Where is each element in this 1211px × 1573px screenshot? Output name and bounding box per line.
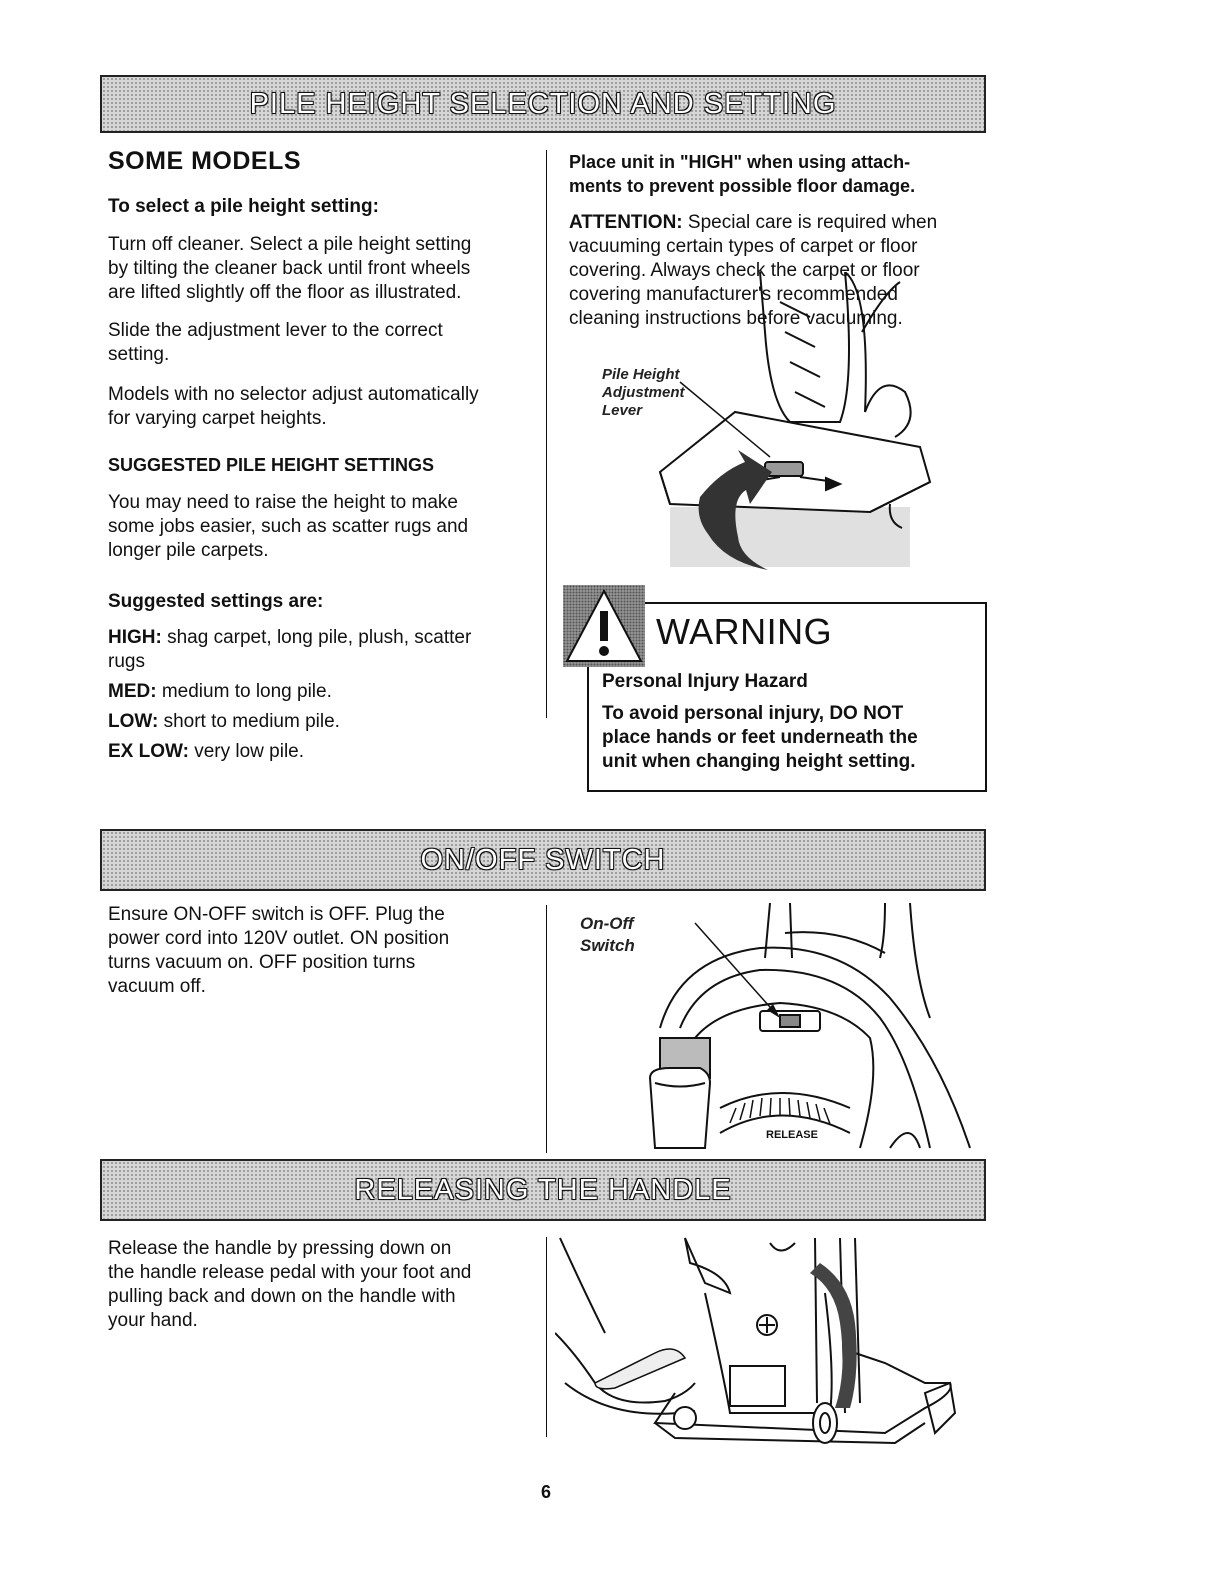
- text-line: the handle release pedal with your foot and: [108, 1262, 472, 1283]
- pile-height-illustration: [640, 272, 950, 572]
- setting-ex-low: EX LOW: very low pile.: [108, 741, 305, 762]
- text-line: unit when changing height setting.: [602, 751, 916, 772]
- setting-high-cont: rugs: [108, 651, 145, 672]
- text-line: place hands or feet underneath the: [602, 727, 918, 748]
- column-divider: [546, 150, 547, 718]
- section-banner-pile-height: [100, 75, 986, 133]
- warning-icon: [563, 585, 645, 667]
- text-line: your hand.: [108, 1310, 198, 1331]
- section-banner-releasing-handle: [100, 1159, 986, 1221]
- release-label: RELEASE: [766, 1129, 818, 1141]
- text-line: longer pile carpets.: [108, 540, 269, 561]
- column-divider: [546, 1237, 547, 1437]
- banner-title: ON/OFF SWITCH: [420, 843, 666, 876]
- text-line: pulling back and down on the handle with: [108, 1286, 456, 1307]
- text-line: turns vacuum on. OFF position turns: [108, 952, 416, 973]
- banner-title: RELEASING THE HANDLE: [354, 1173, 732, 1206]
- para-on-off: [108, 903, 538, 999]
- caption-line: Adjustment: [602, 384, 685, 401]
- subheading-select-pile: To select a pile height setting:: [108, 196, 379, 217]
- para-slide-lever: [108, 319, 528, 367]
- banner-title: PILE HEIGHT SELECTION AND SETTING: [249, 87, 837, 120]
- text-line: some jobs easier, such as scatter rugs and: [108, 516, 469, 537]
- text-line: for varying carpet heights.: [108, 408, 327, 429]
- caption-line: Switch: [580, 936, 635, 955]
- warning-text: [602, 702, 918, 774]
- para-no-selector: [108, 383, 538, 431]
- text-line: Ensure ON-OFF switch is OFF. Plug the: [108, 904, 445, 925]
- text-line: Place unit in "HIGH" when using attach-: [569, 152, 911, 172]
- caption-line: On-Off: [580, 914, 634, 933]
- text-line: setting.: [108, 344, 170, 365]
- release-handle-illustration: [555, 1233, 965, 1453]
- setting-high: HIGH: shag carpet, long pile, plush, scatter: [108, 627, 472, 648]
- page-number: 6: [541, 1482, 552, 1502]
- text-line: vacuuming certain types of carpet or floor: [569, 236, 918, 257]
- text-line: by tilting the cleaner back until front wheels: [108, 258, 471, 279]
- heading-settings-are: Suggested settings are:: [108, 591, 324, 612]
- caption-line: Pile Height: [602, 366, 680, 383]
- caption-line: Lever: [602, 402, 643, 419]
- text-line: ATTENTION: Special care is required when: [569, 212, 938, 233]
- text-line: vacuum off.: [108, 976, 206, 997]
- para-release-handle: [108, 1237, 538, 1333]
- warning-subtitle: Personal Injury Hazard: [602, 671, 808, 692]
- para-place-high: [569, 150, 989, 198]
- text-line: ments to prevent possible floor damage.: [569, 176, 916, 196]
- para-raise-height: [108, 491, 528, 563]
- text-line: You may need to raise the height to make: [108, 492, 458, 513]
- warning-title: WARNING: [656, 611, 833, 652]
- on-off-caption: [580, 913, 635, 957]
- text-line: are lifted slightly off the floor as illustrated.: [108, 282, 462, 303]
- text-line: Turn off cleaner. Select a pile height setting: [108, 234, 472, 255]
- text-line: covering manufacturer's recommended: [569, 284, 898, 305]
- settings-list: [108, 626, 538, 764]
- heading-some-models: SOME MODELS: [108, 147, 302, 175]
- heading-suggested-settings: SUGGESTED PILE HEIGHT SETTINGS: [108, 455, 435, 475]
- warning-triangle-icon: [563, 585, 645, 667]
- text-line: covering. Always check the carpet or floor: [569, 260, 920, 281]
- text-line: Slide the adjustment lever to the correct: [108, 320, 443, 341]
- text-line: cleaning instructions before vacuuming.: [569, 308, 903, 329]
- text-line: Release the handle by pressing down on: [108, 1238, 452, 1259]
- section-banner-on-off: [100, 829, 986, 891]
- text-line: power cord into 120V outlet. ON position: [108, 928, 450, 949]
- column-divider: [546, 905, 547, 1153]
- text-line: Models with no selector adjust automatically: [108, 384, 479, 405]
- setting-low: LOW: short to medium pile.: [108, 711, 340, 732]
- text-line: To avoid personal injury, DO NOT: [602, 703, 904, 724]
- setting-med: MED: medium to long pile.: [108, 681, 332, 702]
- on-off-switch-illustration: [640, 898, 980, 1154]
- para-turn-off: [108, 233, 528, 305]
